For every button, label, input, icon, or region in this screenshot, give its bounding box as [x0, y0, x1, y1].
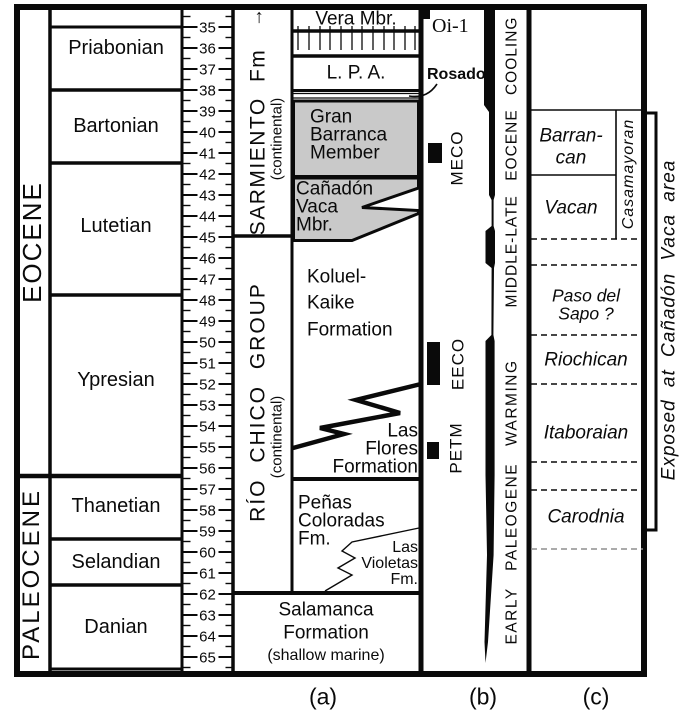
koluel-kaike-line1: Koluel-: [307, 266, 367, 288]
up-arrow-icon: ↑: [254, 6, 264, 28]
warming-label: EARLY PALEOGENE WARMING: [503, 359, 521, 645]
eeco-label: EECO: [448, 337, 468, 391]
salamanca-environment: (shallow marine): [267, 647, 385, 664]
ma-scale-ticks: [184, 17, 232, 668]
svg-text:60: 60: [199, 544, 216, 562]
svg-text:50: 50: [199, 334, 216, 352]
sarmiento-fm-label: SARMIENTO Fm: [246, 48, 270, 236]
svg-text:64: 64: [199, 628, 216, 646]
gran-barranca-line3: Member: [310, 142, 380, 164]
stage-selandian: Selandian: [71, 551, 161, 573]
salamanca-line1: Salamanca: [278, 599, 374, 621]
barrancan-line2: can: [555, 147, 587, 169]
svg-text:45: 45: [199, 229, 216, 247]
paso-del-sapo-line1: Paso del: [551, 285, 621, 306]
svg-text:44: 44: [199, 208, 216, 226]
svg-text:35: 35: [199, 19, 216, 37]
epoch-eocene: EOCENE: [17, 181, 47, 303]
koluel-kaike-line2: Kaike: [307, 292, 355, 314]
itaboraian-label: Itaboraian: [543, 422, 629, 444]
barrancan-line1: Barran-: [539, 125, 603, 147]
meco-marker: [428, 143, 442, 163]
svg-text:37: 37: [199, 61, 216, 79]
las-violetas-line3: Fm.: [390, 571, 418, 588]
svg-text:51: 51: [199, 355, 216, 373]
sarmiento-environment: (continental): [268, 97, 286, 181]
svg-text:63: 63: [199, 607, 216, 625]
eeco-marker: [427, 342, 440, 385]
casamayoran-label: Casamayoran: [620, 118, 637, 230]
petm-label: PETM: [446, 422, 466, 474]
svg-text:46: 46: [199, 250, 216, 268]
lpa-label: L. P. A.: [326, 62, 386, 84]
stage-bartonian: Bartonian: [73, 115, 159, 137]
oi1-marker: [422, 10, 430, 19]
penas-coloradas-line2: Coloradas: [298, 510, 385, 532]
las-flores-line3: Formation: [332, 456, 418, 478]
svg-text:62: 62: [199, 586, 216, 604]
panel-label-c: (c): [582, 683, 610, 710]
svg-text:47: 47: [199, 271, 216, 289]
svg-text:58: 58: [199, 502, 216, 520]
climate-curve: [484, 7, 495, 663]
svg-text:65: 65: [199, 649, 216, 667]
svg-text:57: 57: [199, 481, 216, 499]
cooling-label: MIDDLE-LATE EOCENE COOLING: [503, 16, 521, 308]
rio-chico-group-label: RÍO CHICO GROUP: [246, 282, 270, 522]
stage-lutetian: Lutetian: [80, 215, 152, 237]
svg-text:59: 59: [199, 523, 216, 541]
svg-text:55: 55: [199, 439, 216, 457]
rosado-label: Rosado: [427, 66, 486, 83]
stage-ypresian: Ypresian: [77, 369, 155, 391]
svg-text:38: 38: [199, 82, 216, 100]
stage-priabonian: Priabonian: [68, 37, 164, 59]
exposed-area-label: Exposed at Cañadón Vaca area: [658, 159, 680, 481]
svg-text:48: 48: [199, 292, 216, 310]
koluel-kaike-line3: Formation: [307, 319, 393, 341]
las-flores-line2: Flores: [365, 438, 418, 460]
svg-text:49: 49: [199, 313, 216, 331]
canadon-vaca-line1: Cañadón: [296, 178, 374, 200]
panel-label-b: (b): [468, 683, 498, 710]
petm-marker: [427, 442, 439, 459]
vera-member-label: Vera Mbr.: [315, 8, 397, 30]
penas-coloradas-line1: Peñas: [298, 492, 352, 514]
epoch-paleocene: PALEOCENE: [18, 488, 45, 660]
svg-text:53: 53: [199, 397, 216, 415]
rio-chico-environment: (continental): [268, 395, 286, 479]
svg-text:36: 36: [199, 40, 216, 58]
oi1-label: Oi-1: [432, 15, 469, 37]
stage-danian: Danian: [84, 616, 148, 638]
las-violetas-line2: Violetas: [361, 555, 418, 572]
vacan-label: Vacan: [544, 197, 598, 219]
canadon-vaca-line3: Mbr.: [296, 214, 333, 236]
stage-thanetian: Thanetian: [71, 495, 161, 517]
svg-text:39: 39: [199, 103, 216, 121]
svg-text:52: 52: [199, 376, 216, 394]
salamanca-line2: Formation: [283, 622, 369, 644]
svg-text:42: 42: [199, 166, 216, 184]
penas-coloradas-line3: Fm.: [298, 528, 331, 550]
svg-text:61: 61: [199, 565, 216, 583]
event-markers: [422, 7, 495, 663]
svg-text:56: 56: [199, 460, 216, 478]
svg-text:40: 40: [199, 124, 216, 142]
svg-text:43: 43: [199, 187, 216, 205]
las-violetas-line1: Las: [392, 539, 418, 556]
las-flores-line1: Las: [387, 420, 418, 442]
canadon-vaca-line2: Vaca: [296, 196, 338, 218]
paso-del-sapo-line2: Sapo ?: [558, 303, 614, 324]
svg-text:54: 54: [199, 418, 216, 436]
gran-barranca-line2: Barranca: [310, 124, 388, 146]
meco-label: MECO: [447, 130, 467, 186]
svg-text:41: 41: [199, 145, 216, 163]
carodnia-label: Carodnia: [547, 506, 625, 528]
riochican-label: Riochican: [544, 349, 628, 371]
panel-label-a: (a): [308, 683, 338, 710]
gran-barranca-line1: Gran: [310, 106, 353, 128]
